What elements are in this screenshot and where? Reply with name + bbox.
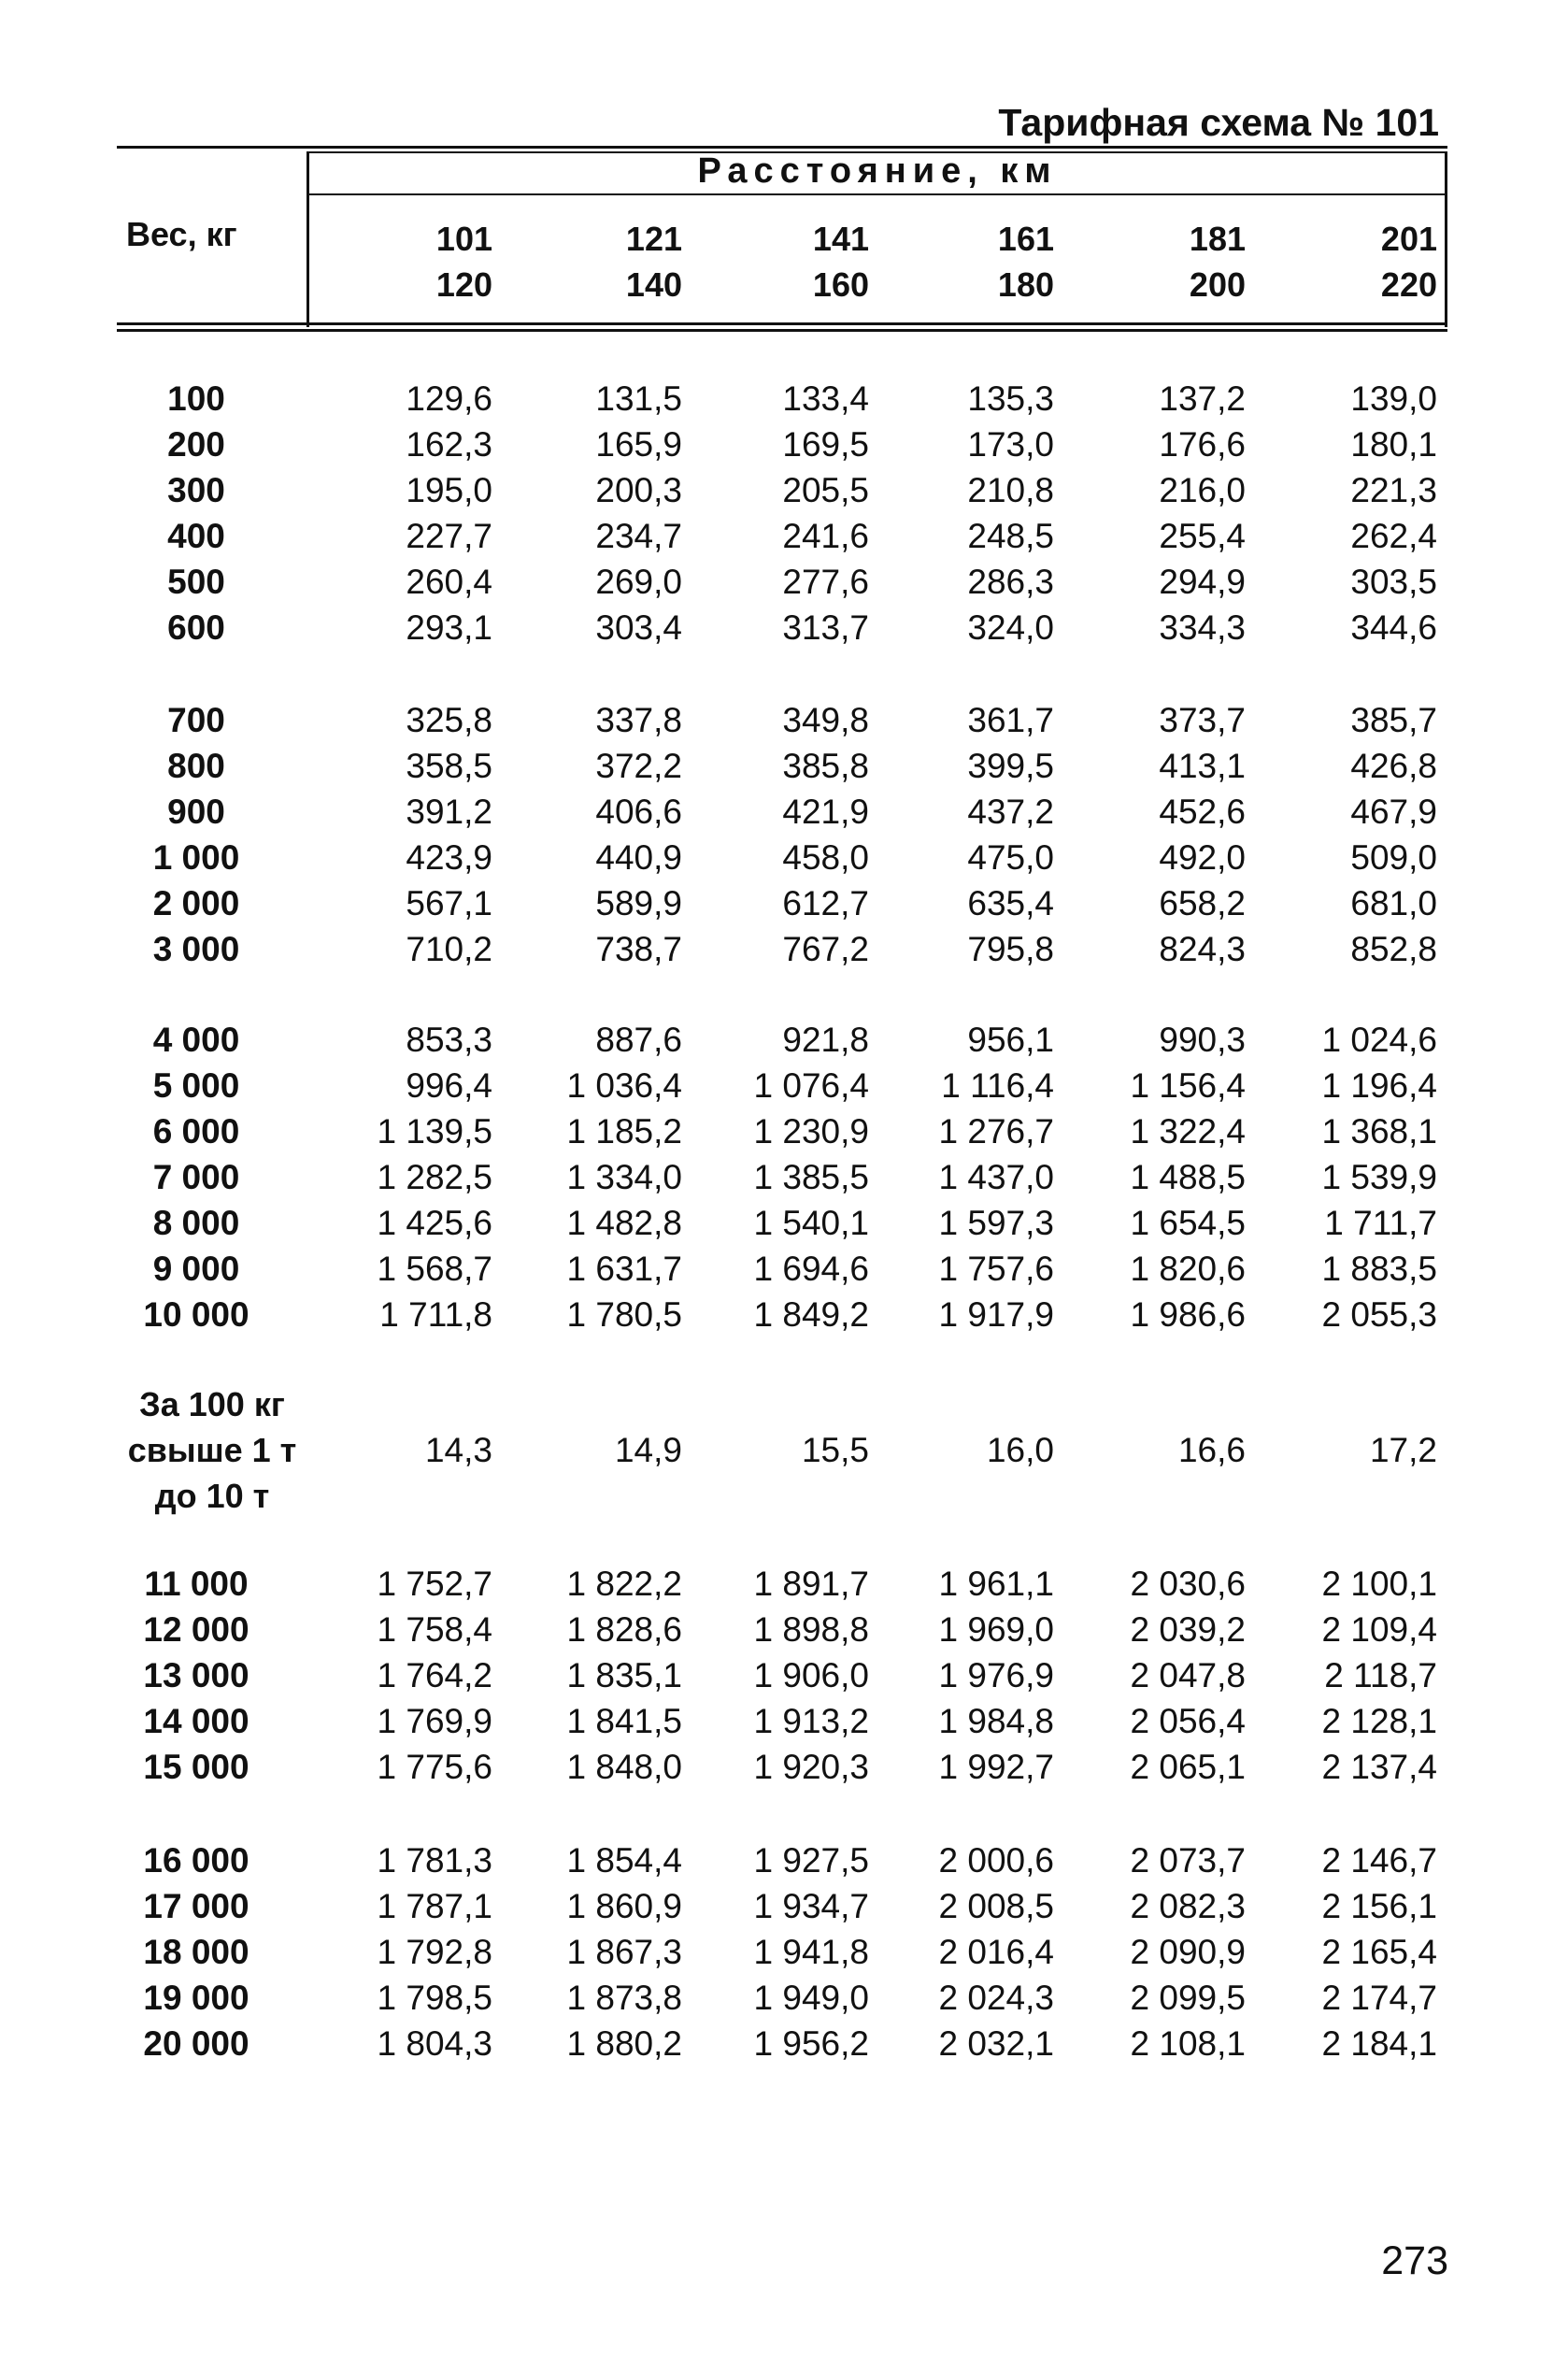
weight-cell: 900 [167, 793, 225, 831]
table-row [0, 1929, 1568, 1975]
table-row [0, 559, 1568, 605]
tariff-cell: 361,7 [967, 701, 1054, 739]
tariff-cell: 131,5 [595, 379, 682, 418]
tariff-cell: 1 775,6 [377, 1748, 492, 1786]
header-bottom-rule-2 [117, 329, 1447, 332]
weight-cell: 13 000 [143, 1656, 249, 1694]
tariff-cell: 2 032,1 [938, 2024, 1054, 2063]
tariff-cell: 1 276,7 [938, 1112, 1054, 1151]
weight-cell: 17 000 [143, 1887, 249, 1925]
tariff-cell: 1 849,2 [753, 1295, 869, 1334]
tariff-cell: 2 174,7 [1321, 1979, 1437, 2017]
per-100kg-cell: 16,0 [986, 1431, 1054, 1469]
table-row [0, 835, 1568, 880]
tariff-cell: 325,8 [406, 701, 492, 739]
tariff-cell: 1 787,1 [377, 1887, 492, 1925]
weight-cell: 4 000 [152, 1021, 240, 1059]
tariff-cell: 2 099,5 [1130, 1979, 1246, 2017]
tariff-cell: 2 016,4 [938, 1933, 1054, 1971]
tariff-cell: 205,5 [782, 471, 869, 509]
tariff-cell: 1 597,3 [938, 1204, 1054, 1242]
per-100kg-cell: 14,3 [424, 1431, 492, 1469]
weight-header: Вес, кг [126, 215, 237, 253]
table-row [0, 1017, 1568, 1063]
distance-col-to: 140 [625, 265, 682, 304]
weight-cell: 3 000 [152, 930, 240, 968]
tariff-cell: 176,6 [1159, 425, 1246, 464]
tariff-cell: 1 917,9 [938, 1295, 1054, 1334]
tariff-cell: 277,6 [782, 563, 869, 601]
tariff-cell: 1 482,8 [566, 1204, 682, 1242]
tariff-cell: 658,2 [1159, 884, 1246, 922]
tariff-cell: 1 758,4 [377, 1610, 492, 1649]
weight-cell: 18 000 [143, 1933, 249, 1971]
table-row [0, 513, 1568, 559]
tariff-cell: 286,3 [967, 563, 1054, 601]
weight-cell: 6 000 [152, 1112, 240, 1151]
tariff-cell: 129,6 [406, 379, 492, 418]
tariff-cell: 1 891,7 [753, 1565, 869, 1603]
tariff-cell: 1 076,4 [753, 1066, 869, 1105]
tariff-cell: 227,7 [406, 517, 492, 555]
table-row [0, 467, 1568, 513]
tariff-cell: 2 055,3 [1321, 1295, 1437, 1334]
table-row [0, 1200, 1568, 1246]
tariff-cell: 1 568,7 [377, 1250, 492, 1288]
table-row [0, 926, 1568, 972]
tariff-cell: 1 185,2 [566, 1112, 682, 1151]
tariff-cell: 1 322,4 [1130, 1112, 1246, 1151]
tariff-cell: 1 949,0 [753, 1979, 869, 2017]
tariff-cell: 135,3 [967, 379, 1054, 418]
table-row [0, 1063, 1568, 1108]
tariff-cell: 2 156,1 [1321, 1887, 1437, 1925]
header-bottom-rule-1 [117, 322, 1447, 325]
tariff-cell: 313,7 [782, 608, 869, 647]
tariff-cell: 349,8 [782, 701, 869, 739]
tariff-cell: 1 941,8 [753, 1933, 869, 1971]
table-row [0, 1561, 1568, 1607]
tariff-cell: 567,1 [406, 884, 492, 922]
tariff-cell: 385,8 [782, 747, 869, 785]
tariff-cell: 426,8 [1350, 747, 1437, 785]
distance-col-from: 161 [997, 220, 1054, 258]
tariff-cell: 1 694,6 [753, 1250, 869, 1288]
tariff-cell: 452,6 [1159, 793, 1246, 831]
distance-header: Расстояние, км [697, 151, 1058, 191]
tariff-cell: 1 898,8 [753, 1610, 869, 1649]
distance-col-to: 180 [997, 265, 1054, 304]
tariff-cell: 921,8 [782, 1021, 869, 1059]
tariff-cell: 2 047,8 [1130, 1656, 1246, 1694]
tariff-cell: 956,1 [967, 1021, 1054, 1059]
tariff-cell: 509,0 [1350, 838, 1437, 877]
tariff-cell: 1 969,0 [938, 1610, 1054, 1649]
tariff-cell: 1 848,0 [566, 1748, 682, 1786]
tariff-cell: 1 820,6 [1130, 1250, 1246, 1288]
tariff-cell: 1 986,6 [1130, 1295, 1246, 1334]
tariff-cell: 1 488,5 [1130, 1158, 1246, 1196]
tariff-cell: 1 880,2 [566, 2024, 682, 2063]
tariff-cell: 1 769,9 [377, 1702, 492, 1740]
tariff-cell: 1 913,2 [753, 1702, 869, 1740]
weight-cell: 15 000 [143, 1748, 249, 1786]
weight-cell: 5 000 [152, 1066, 240, 1105]
tariff-cell: 1 781,3 [377, 1841, 492, 1880]
tariff-cell: 1 780,5 [566, 1295, 682, 1334]
table-row [0, 422, 1568, 467]
tariff-cell: 795,8 [967, 930, 1054, 968]
per-100kg-cell: 14,9 [614, 1431, 682, 1469]
tariff-cell: 221,3 [1350, 471, 1437, 509]
table-row [0, 1154, 1568, 1200]
tariff-cell: 1 368,1 [1321, 1112, 1437, 1151]
tariff-cell: 1 920,3 [753, 1748, 869, 1786]
tariff-cell: 344,6 [1350, 608, 1437, 647]
distance-col-to: 120 [435, 265, 492, 304]
table-row [0, 1246, 1568, 1292]
tariff-cell: 440,9 [595, 838, 682, 877]
distance-col-from: 101 [435, 220, 492, 258]
tariff-cell: 1 854,4 [566, 1841, 682, 1880]
tariff-cell: 372,2 [595, 747, 682, 785]
weight-cell: 2 000 [152, 884, 240, 922]
tariff-cell: 1 873,8 [566, 1979, 682, 2017]
distance-col-from: 201 [1380, 220, 1437, 258]
tariff-cell: 2 146,7 [1321, 1841, 1437, 1880]
tariff-cell: 373,7 [1159, 701, 1246, 739]
tariff-cell: 612,7 [782, 884, 869, 922]
tariff-cell: 1 385,5 [753, 1158, 869, 1196]
table-row [0, 376, 1568, 422]
weight-cell: 16 000 [143, 1841, 249, 1880]
tariff-cell: 1 036,4 [566, 1066, 682, 1105]
weight-cell: 800 [167, 747, 225, 785]
tariff-cell: 1 792,8 [377, 1933, 492, 1971]
tariff-cell: 303,5 [1350, 563, 1437, 601]
tariff-cell: 1 139,5 [377, 1112, 492, 1151]
tariff-cell: 1 822,2 [566, 1565, 682, 1603]
tariff-cell: 996,4 [406, 1066, 492, 1105]
per-100kg-cell: 17,2 [1369, 1431, 1437, 1469]
tariff-cell: 1 156,4 [1130, 1066, 1246, 1105]
table-row [0, 1108, 1568, 1154]
tariff-cell: 241,6 [782, 517, 869, 555]
tariff-cell: 1 425,6 [377, 1204, 492, 1242]
table-row [0, 1292, 1568, 1337]
tariff-cell: 385,7 [1350, 701, 1437, 739]
weight-cell: 19 000 [143, 1979, 249, 2017]
tariff-cell: 1 654,5 [1130, 1204, 1246, 1242]
weight-cell: 7 000 [152, 1158, 240, 1196]
tariff-cell: 1 867,3 [566, 1933, 682, 1971]
tariff-cell: 738,7 [595, 930, 682, 968]
weight-cell: 9 000 [152, 1250, 240, 1288]
tariff-cell: 2 056,4 [1130, 1702, 1246, 1740]
weight-cell: 500 [167, 563, 225, 601]
tariff-cell: 467,9 [1350, 793, 1437, 831]
tariff-cell: 2 184,1 [1321, 2024, 1437, 2063]
tariff-cell: 1 992,7 [938, 1748, 1054, 1786]
tariff-cell: 210,8 [967, 471, 1054, 509]
weight-cell: 100 [167, 379, 225, 418]
tariff-cell: 1 540,1 [753, 1204, 869, 1242]
tariff-cell: 2 128,1 [1321, 1702, 1437, 1740]
weight-cell: 700 [167, 701, 225, 739]
tariff-cell: 635,4 [967, 884, 1054, 922]
tariff-cell: 399,5 [967, 747, 1054, 785]
tariff-cell: 139,0 [1350, 379, 1437, 418]
tariff-cell: 337,8 [595, 701, 682, 739]
weight-cell: 20 000 [143, 2024, 249, 2063]
tariff-cell: 1 883,5 [1321, 1250, 1437, 1288]
tariff-cell: 1 539,9 [1321, 1158, 1437, 1196]
table-row [0, 743, 1568, 789]
tariff-cell: 824,3 [1159, 930, 1246, 968]
tariff-cell: 2 039,2 [1130, 1610, 1246, 1649]
weight-cell: 600 [167, 608, 225, 647]
scheme-title: Тарифная схема № 101 [998, 101, 1439, 144]
weight-cell: 12 000 [143, 1610, 249, 1649]
tariff-cell: 1 976,9 [938, 1656, 1054, 1694]
tariff-cell: 437,2 [967, 793, 1054, 831]
tariff-cell: 2 008,5 [938, 1887, 1054, 1925]
tariff-cell: 1 927,5 [753, 1841, 869, 1880]
weight-cell: 400 [167, 517, 225, 555]
tariff-cell: 853,3 [406, 1021, 492, 1059]
tariff-cell: 324,0 [967, 608, 1054, 647]
tariff-cell: 2 073,7 [1130, 1841, 1246, 1880]
tariff-cell: 169,5 [782, 425, 869, 464]
distance-col-to: 160 [812, 265, 869, 304]
tariff-cell: 1 711,8 [379, 1295, 492, 1334]
tariff-cell: 2 137,4 [1321, 1748, 1437, 1786]
table-row [0, 1975, 1568, 2021]
weight-cell: 10 000 [143, 1295, 249, 1334]
tariff-cell: 681,0 [1350, 884, 1437, 922]
tariff-cell: 1 798,5 [377, 1979, 492, 2017]
tariff-cell: 2 118,7 [1324, 1656, 1437, 1694]
table-row [0, 1698, 1568, 1744]
tariff-cell: 852,8 [1350, 930, 1437, 968]
tariff-cell: 173,0 [967, 425, 1054, 464]
tariff-cell: 1 835,1 [566, 1656, 682, 1694]
table-row [0, 1744, 1568, 1790]
tariff-cell: 216,0 [1159, 471, 1246, 509]
tariff-cell: 1 334,0 [566, 1158, 682, 1196]
tariff-cell: 2 090,9 [1130, 1933, 1246, 1971]
tariff-cell: 2 100,1 [1321, 1565, 1437, 1603]
tariff-cell: 2 000,6 [938, 1841, 1054, 1880]
tariff-cell: 1 631,7 [566, 1250, 682, 1288]
per-100kg-cell: 15,5 [801, 1431, 869, 1469]
tariff-cell: 255,4 [1159, 517, 1246, 555]
tariff-cell: 458,0 [782, 838, 869, 877]
tariff-cell: 1 956,2 [753, 2024, 869, 2063]
weight-cell: 14 000 [143, 1702, 249, 1740]
tariff-cell: 1 116,4 [941, 1066, 1054, 1105]
table-row [0, 789, 1568, 835]
tariff-cell: 1 860,9 [566, 1887, 682, 1925]
distance-col-to: 200 [1189, 265, 1246, 304]
tariff-cell: 710,2 [406, 930, 492, 968]
tariff-cell: 2 165,4 [1321, 1933, 1437, 1971]
table-row [0, 1883, 1568, 1929]
table-row [0, 1652, 1568, 1698]
tariff-cell: 303,4 [595, 608, 682, 647]
tariff-cell: 1 230,9 [753, 1112, 869, 1151]
tariff-cell: 990,3 [1159, 1021, 1246, 1059]
tariff-cell: 1 804,3 [377, 2024, 492, 2063]
table-row [0, 1837, 1568, 1883]
tariff-cell: 165,9 [595, 425, 682, 464]
tariff-cell: 358,5 [406, 747, 492, 785]
tariff-cell: 1 828,6 [566, 1610, 682, 1649]
tariff-cell: 334,3 [1159, 608, 1246, 647]
tariff-cell: 162,3 [406, 425, 492, 464]
distance-col-to: 220 [1380, 265, 1437, 304]
tariff-cell: 1 437,0 [938, 1158, 1054, 1196]
tariff-cell: 2 024,3 [938, 1979, 1054, 2017]
tariff-cell: 262,4 [1350, 517, 1437, 555]
tariff-cell: 294,9 [1159, 563, 1246, 601]
table-row [0, 1607, 1568, 1652]
weight-cell: 11 000 [144, 1565, 249, 1603]
tariff-cell: 133,4 [782, 379, 869, 418]
tariff-cell: 767,2 [782, 930, 869, 968]
tariff-cell: 2 082,3 [1130, 1887, 1246, 1925]
tariff-cell: 413,1 [1159, 747, 1246, 785]
tariff-cell: 200,3 [595, 471, 682, 509]
table-row [0, 697, 1568, 743]
tariff-cell: 1 984,8 [938, 1702, 1054, 1740]
tariff-cell: 1 764,2 [377, 1656, 492, 1694]
tariff-cell: 195,0 [406, 471, 492, 509]
tariff-cell: 248,5 [967, 517, 1054, 555]
table-row [0, 605, 1568, 650]
header-top-rule [117, 146, 1447, 149]
tariff-cell: 475,0 [967, 838, 1054, 877]
tariff-cell: 406,6 [595, 793, 682, 831]
tariff-cell: 1 961,1 [938, 1565, 1054, 1603]
tariff-cell: 423,9 [406, 838, 492, 877]
tariff-cell: 2 108,1 [1130, 2024, 1246, 2063]
per-100kg-label: За 100 кг свыше 1 т до 10 т [127, 1385, 297, 1515]
distance-col-from: 121 [625, 220, 682, 258]
weight-cell: 8 000 [152, 1204, 240, 1242]
tariff-cell: 1 757,6 [938, 1250, 1054, 1288]
weight-cell: 200 [167, 425, 225, 464]
tariff-cell: 137,2 [1159, 379, 1246, 418]
tariff-cell: 1 711,7 [1324, 1204, 1437, 1242]
tariff-cell: 492,0 [1159, 838, 1246, 877]
tariff-cell: 391,2 [406, 793, 492, 831]
tariff-cell: 1 752,7 [377, 1565, 492, 1603]
tariff-cell: 180,1 [1350, 425, 1437, 464]
tariff-cell: 1 196,4 [1321, 1066, 1437, 1105]
tariff-cell: 589,9 [595, 884, 682, 922]
weight-cell: 1 000 [152, 838, 240, 877]
distance-box-bottom [306, 193, 1447, 195]
page-number: 273 [1381, 2238, 1448, 2283]
distance-col-from: 141 [812, 220, 869, 258]
per-100kg-cell: 16,6 [1177, 1431, 1246, 1469]
tariff-cell: 1 934,7 [753, 1887, 869, 1925]
tariff-cell: 293,1 [406, 608, 492, 647]
tariff-cell: 887,6 [595, 1021, 682, 1059]
tariff-cell: 269,0 [595, 563, 682, 601]
tariff-cell: 2 065,1 [1130, 1748, 1246, 1786]
tariff-cell: 2 030,6 [1130, 1565, 1246, 1603]
table-row [0, 2021, 1568, 2066]
tariff-cell: 421,9 [782, 793, 869, 831]
tariff-cell: 260,4 [406, 563, 492, 601]
tariff-cell: 1 024,6 [1321, 1021, 1437, 1059]
weight-cell: 300 [167, 471, 225, 509]
tariff-cell: 1 906,0 [753, 1656, 869, 1694]
tariff-cell: 1 282,5 [377, 1158, 492, 1196]
tariff-cell: 2 109,4 [1321, 1610, 1437, 1649]
distance-col-from: 181 [1189, 220, 1246, 258]
table-row [0, 880, 1568, 926]
tariff-cell: 234,7 [595, 517, 682, 555]
tariff-cell: 1 841,5 [566, 1702, 682, 1740]
